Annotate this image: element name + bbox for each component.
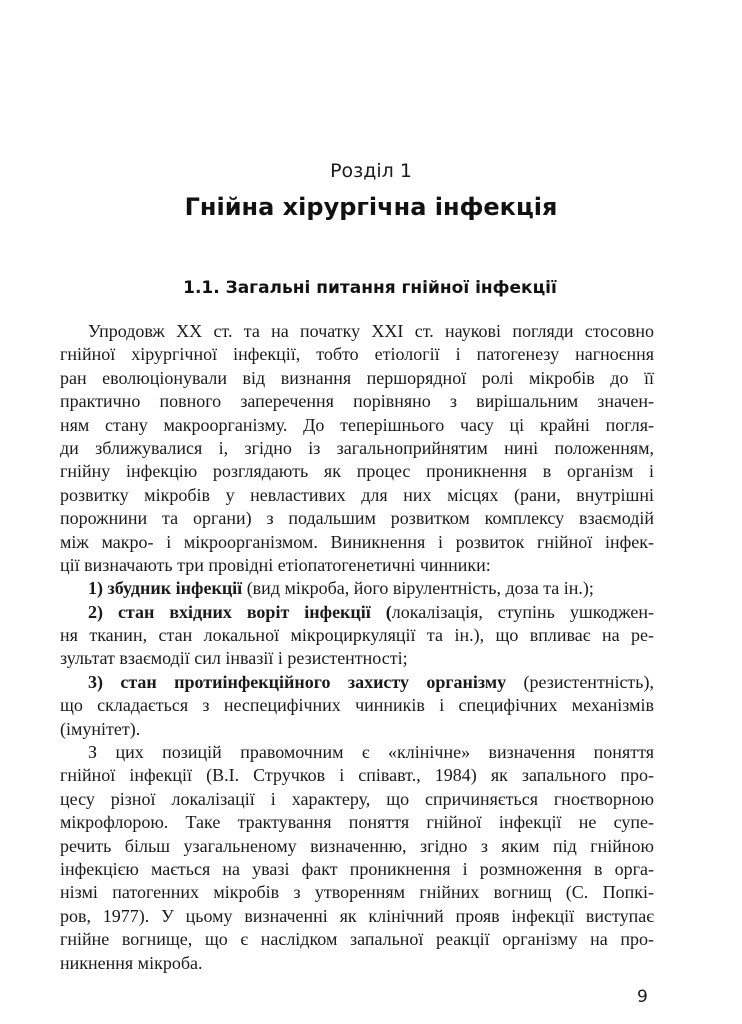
page-number: 9 <box>637 987 648 1007</box>
text-line: цесу різної локалізації і характеру, що спричиняється гноєтворною <box>60 788 654 809</box>
section-label: Розділ 1 <box>330 160 412 182</box>
factor-2-line <box>60 601 654 624</box>
text-line: Упродовж ХХ ст. та на початку ХХІ ст. наукові погляди стосовно <box>88 321 654 341</box>
factor-3-line <box>60 671 654 694</box>
text-line: гнійну інфекцію розглядають як процес проникнення в організм і <box>60 461 654 482</box>
text-line: зультат взаємодії сил інвазії і резистентності; <box>60 648 408 669</box>
text-line: розвитку мікробів у невластивих для них місцях (рани, внутрішні <box>60 484 654 505</box>
text-line: ції визначають три провідні етіопатогенетичні чинники: <box>60 554 491 575</box>
text-line: (імунітет). <box>60 718 141 739</box>
text-line: ня тканин, стан локальної мікроциркуляції та ін.), що впливає на ре- <box>60 625 654 646</box>
text-line: гнійної інфекції (В.І. Стручков і співавт., 1984) як запального про- <box>60 765 654 786</box>
subsection-title: 1.1. Загальні питання гнійної інфекції <box>183 278 557 298</box>
factor-2-bold: 2) стан вхідних воріт інфекції ( <box>88 601 392 622</box>
text-line: никнення мікроба. <box>60 952 203 973</box>
factor-1-rest: (вид мікроба, його вірулентність, доза та ін.); <box>242 578 594 599</box>
text-line: ням стану макроорганізму. До теперішнього часу ці крайні погля- <box>60 414 654 435</box>
factor-1-line <box>60 577 654 600</box>
text-line: нізмі патогенних мікробів з утворенням гнійних вогнищ (С. Попкі- <box>60 882 654 903</box>
text-line: речить більш узагальненому визначенню, згідно з яким під гнійною <box>60 835 654 856</box>
factor-1-bold: 1) збудник інфекції <box>88 578 243 599</box>
text-line: З цих позицій правомочним є «клінічне» визначення поняття <box>88 742 654 763</box>
text-line: ров, 1977). У цьому визначенні як клінічний прояв інфекції виступає <box>60 905 654 926</box>
text-line: ди зближувалися і, згідно із загальноприйнятим нині положенням, <box>60 437 654 458</box>
text-line: між макро- і мікроорганізмом. Виникнення і розвиток гнійної інфек- <box>60 531 654 552</box>
factor-2-rest: локалізація, ступінь ушкоджен- <box>391 601 654 622</box>
body-text <box>60 320 654 975</box>
text-line: мікрофлорою. Таке трактування поняття гнійної інфекції не супе- <box>60 812 654 833</box>
text-line: інфекцією мається на увазі факт проникнення і розмноження в орга- <box>60 858 654 879</box>
chapter-title: Гнійна хірургічна інфекція <box>184 193 558 221</box>
text-line: практично повного заперечення порівняно з вирішальним значен- <box>60 391 654 412</box>
factor-3-bold: 3) стан протиінфекційного захисту організму <box>88 671 507 692</box>
text-line: гнійної хірургічної інфекції, тобто етіології і патогенезу нагноєння <box>60 344 654 365</box>
factor-3-rest: (резистентність), <box>506 671 654 692</box>
text-line: гнійне вогнище, що є наслідком запальної реакції організму на про- <box>60 929 654 950</box>
text-line: що складається з неспецифічних чинників і специфічних механізмів <box>60 695 654 716</box>
text-line: порожнини та органи) з подальшим розвитком комплексу взаємодій <box>60 508 654 529</box>
text-line: ран еволюціонували від визнання першорядної ролі мікробів до її <box>60 367 654 388</box>
